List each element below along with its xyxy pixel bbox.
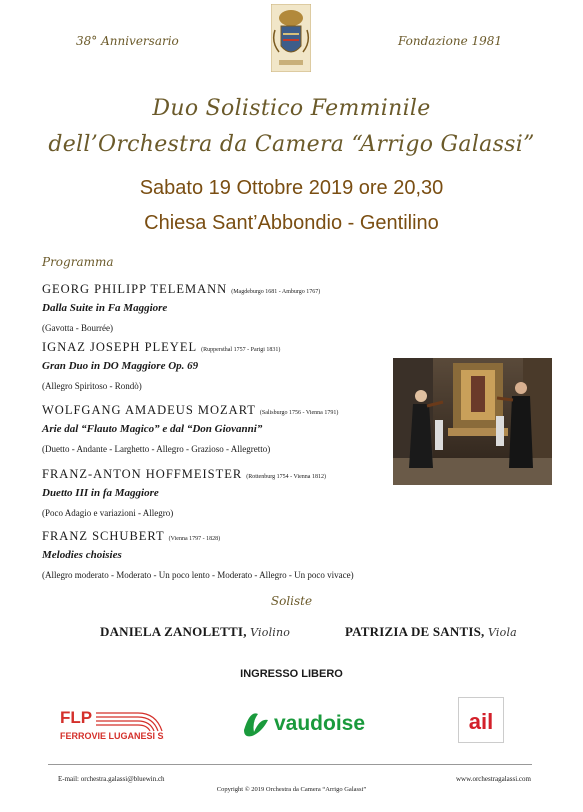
soloist-viola (345, 624, 517, 640)
program-label: Programma (42, 255, 114, 269)
soloist-instrument: Viola (487, 626, 517, 639)
flp-short-text: FLP (60, 708, 93, 727)
free-entry-label: INGRESSO LIBERO (240, 668, 343, 680)
composer-lifespan: (Salisburgo 1756 - Vienna 1791) (259, 410, 339, 416)
event-venue: Chiesa Sant’Abbondio - Gentilino (144, 212, 439, 234)
composer-lifespan: (Rottenburg 1754 - Vienna 1812) (246, 474, 326, 480)
composer-name: IGNAZ JOSEPH PLEYEL (42, 340, 198, 354)
composer-name: FRANZ-ANTON HOFFMEISTER (42, 467, 243, 481)
work-movements: (Gavotta - Bourrée) (42, 323, 113, 333)
work-movements: (Allegro Spiritoso - Rondò) (42, 381, 142, 391)
soloists-label: Soliste (270, 594, 313, 608)
founded-label: Fondazione 1981 (398, 34, 503, 48)
composer-lifespan: (Ruppersthal 1757 - Parigi 1831) (201, 347, 281, 353)
composer-name: WOLFGANG AMADEUS MOZART (42, 403, 256, 417)
work-movements: (Poco Adagio e variazioni - Allegro) (42, 508, 174, 518)
program-piece (42, 403, 338, 454)
program-piece (42, 282, 320, 333)
vaudoise-text: vaudoise (274, 712, 366, 735)
work-movements: (Duetto - Andante - Larghetto - Allegro - Grazioso - Allegretto) (42, 444, 271, 454)
composer-name: GEORG PHILIPP TELEMANN (42, 282, 228, 296)
footer-email[interactable]: E-mail: orchestra.galassi@bluewin.ch (58, 775, 165, 783)
soloist-name: DANIELA ZANOLETTI, (100, 624, 247, 639)
work-title: Gran Duo in DO Maggiore Op. 69 (42, 360, 199, 372)
event-date: Sabato 19 Ottobre 2019 ore 20,30 (139, 177, 444, 199)
footer-website-link[interactable]: www.orchestragalassi.com (456, 775, 531, 783)
program-piece (42, 467, 326, 518)
title-line-2: dell’Orchestra da Camera “Arrigo Galassi” (48, 132, 535, 157)
work-movements: (Allegro moderato - Moderato - Un poco lento - Moderato - Allegro - Un poco vivace) (42, 570, 354, 580)
footer-divider (48, 764, 532, 765)
coat-of-arms-logo (271, 4, 311, 72)
ail-logo (458, 697, 504, 743)
work-title: Duetto III in fa Maggiore (42, 487, 159, 499)
soloist-violin (100, 624, 290, 640)
anniversary-label: 38° Anniversario (76, 34, 179, 48)
work-title: Arie dal “Flauto Magico” e dal “Don Giovanni” (42, 423, 263, 435)
musicians-photo (393, 358, 552, 485)
program-piece (42, 340, 280, 391)
composer-name: FRANZ SCHUBERT (42, 529, 165, 543)
vaudoise-leaf-icon (244, 713, 268, 736)
program-piece (42, 529, 354, 580)
flp-full-text: FERROVIE LUGANESI SA (60, 731, 164, 741)
vaudoise-logo (240, 704, 370, 740)
composer-lifespan: (Vienna 1797 - 1828) (168, 536, 221, 542)
title-line-1: Duo Solistico Femminile (152, 96, 431, 121)
soloist-instrument: Violino (250, 626, 291, 639)
flp-logo (58, 705, 164, 745)
soloist-name: PATRIZIA DE SANTIS, (345, 624, 485, 639)
footer-copyright: Copyright © 2019 Orchestra da Camera “Arrigo Galassi” (216, 786, 367, 793)
ail-text: ail (468, 709, 494, 734)
work-title: Dalla Suite in Fa Maggiore (42, 302, 168, 314)
composer-lifespan: (Magdeburgo 1681 - Amburgo 1767) (231, 289, 321, 295)
work-title: Melodies choisies (42, 549, 122, 561)
